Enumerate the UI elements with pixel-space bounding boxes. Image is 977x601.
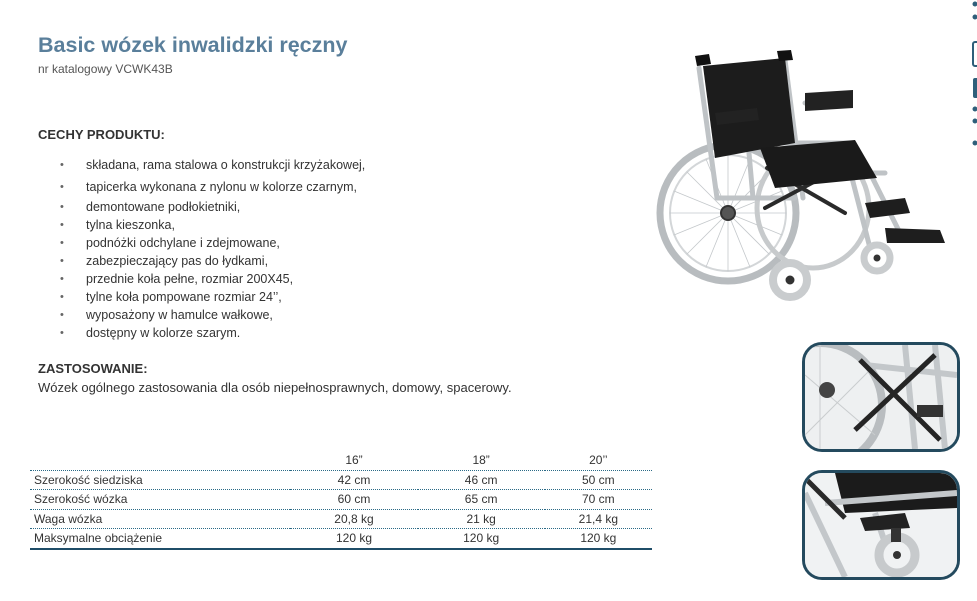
bullet-icon: • bbox=[60, 237, 64, 249]
bullet-icon: • bbox=[60, 181, 64, 193]
spec-row bbox=[30, 490, 652, 510]
spec-row bbox=[30, 509, 652, 529]
edge-icons bbox=[969, 0, 977, 160]
bullet-icon: • bbox=[60, 309, 64, 321]
features-list bbox=[60, 156, 365, 342]
spec-label: Maksymalne obciążenie bbox=[30, 529, 290, 549]
feature-text: tylna kieszonka, bbox=[86, 218, 175, 232]
feature-item bbox=[60, 306, 365, 324]
detail-image-crossbrace bbox=[802, 342, 960, 452]
feature-text: wyposażony w hamulce wałkowe, bbox=[86, 308, 273, 322]
feature-text: tylne koła pompowane rozmiar 24’’, bbox=[86, 290, 282, 304]
feature-text: przednie koła pełne, rozmiar 200X45, bbox=[86, 272, 294, 286]
spec-header-blank bbox=[30, 451, 290, 470]
spec-label: Szerokość wózka bbox=[30, 490, 290, 510]
spec-value: 21,4 kg bbox=[545, 509, 652, 529]
usage-text: Wózek ogólnego zastosowania dla osób niepełnosprawnych, domowy, spacerowy. bbox=[38, 380, 512, 395]
bullet-icon: • bbox=[60, 327, 64, 339]
bullet-icon: • bbox=[60, 201, 64, 213]
feature-text: podnóżki odchylane i zdejmowane, bbox=[86, 236, 280, 250]
spec-value: 50 cm bbox=[545, 470, 652, 490]
spec-value: 46 cm bbox=[418, 470, 545, 490]
spec-value: 120 kg bbox=[290, 529, 417, 549]
feature-text: zabezpieczający pas do łydkami, bbox=[86, 254, 269, 268]
spec-row bbox=[30, 470, 652, 490]
spec-row bbox=[30, 529, 652, 549]
spec-value: 21 kg bbox=[418, 509, 545, 529]
feature-text: demontowane podłokietniki, bbox=[86, 200, 241, 214]
spec-header-size: 16” bbox=[290, 451, 417, 470]
spec-header-size: 18” bbox=[418, 451, 545, 470]
bullet-icon: • bbox=[60, 291, 64, 303]
spec-label: Szerokość siedziska bbox=[30, 470, 290, 490]
feature-item bbox=[60, 270, 365, 288]
bullet-icon: • bbox=[60, 219, 64, 231]
spec-value: 65 cm bbox=[418, 490, 545, 510]
spec-value: 70 cm bbox=[545, 490, 652, 510]
feature-item bbox=[60, 252, 365, 270]
spec-table bbox=[30, 451, 652, 550]
spec-value: 120 kg bbox=[418, 529, 545, 549]
product-title: Basic wózek inwalidzki ręczny bbox=[38, 33, 348, 57]
feature-text: tapicerka wykonana z nylonu w kolorze czarnym, bbox=[86, 180, 357, 194]
feature-item bbox=[60, 198, 365, 216]
feature-item bbox=[60, 216, 365, 234]
catalog-number: nr katalogowy VCWK43B bbox=[38, 62, 173, 76]
spec-header-row bbox=[30, 451, 652, 470]
bullet-icon: • bbox=[60, 159, 64, 171]
feature-item bbox=[60, 234, 365, 252]
feature-text: dostępny w kolorze szarym. bbox=[86, 326, 241, 340]
detail-image-footrest bbox=[802, 470, 960, 580]
spec-label: Waga wózka bbox=[30, 509, 290, 529]
spec-header-size: 20’’ bbox=[545, 451, 652, 470]
usage-heading: ZASTOSOWANIE: bbox=[38, 361, 148, 376]
spec-value: 120 kg bbox=[545, 529, 652, 549]
wheelchair-image bbox=[655, 48, 960, 308]
bullet-icon: • bbox=[60, 273, 64, 285]
spec-value: 20,8 kg bbox=[290, 509, 417, 529]
spec-value: 60 cm bbox=[290, 490, 417, 510]
feature-item bbox=[60, 324, 365, 342]
feature-item bbox=[60, 156, 365, 178]
features-heading: CECHY PRODUKTU: bbox=[38, 127, 165, 142]
spec-value: 42 cm bbox=[290, 470, 417, 490]
feature-item bbox=[60, 178, 365, 198]
feature-text: składana, rama stalowa o konstrukcji krzyżakowej, bbox=[86, 158, 366, 172]
bullet-icon: • bbox=[60, 255, 64, 267]
feature-item bbox=[60, 288, 365, 306]
